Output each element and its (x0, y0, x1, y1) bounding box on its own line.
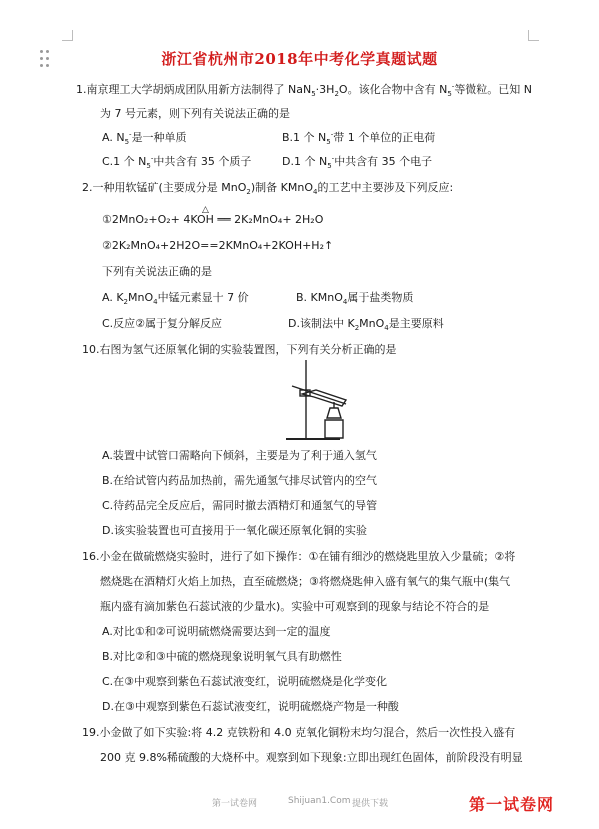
footer-domain: Shijuan1.Com (288, 796, 351, 806)
q16-stem-line-1: 16.小金在做硫燃烧实验时，进行了如下操作：①在铺有细沙的燃烧匙里放入少量硫；②将 (82, 550, 516, 563)
q16-option-b: B.对比②和③中硫的燃烧现象说明氧气具有助燃性 (102, 650, 342, 663)
q19-stem-line-2: 200 克 9.8%稀硫酸的大烧杯中。观察到如下现象:立即出现红色固体，前阶段没有明显 (100, 751, 523, 764)
hydrogen-reduction-apparatus-diagram (280, 356, 360, 444)
q1-option-b: B.1 个 $N_5^-$带 1 个单位的正电荷 (282, 130, 436, 147)
q2-equation-1: ①2MnO₂+O₂+ 4KOH ══ 2K₂MnO₄+ 2H₂O (102, 213, 324, 226)
page-corner-mark-top-left (62, 30, 73, 41)
page-corner-mark-top-right (528, 30, 539, 41)
q10-option-a: A.装置中试管口需略向下倾斜，主要是为了利于通入氢气 (102, 449, 377, 462)
q2-option-c: C.反应②属于复分解反应 (102, 317, 223, 330)
q2-equation-2: ②2K₂MnO₄+2H2O==2KMnO₄+2KOH+H₂↑ (102, 239, 334, 252)
q1-stem-line-1: 1.南京理工大学胡炳成团队用新方法制得了 $NaN_5\cdot 3H_2O$。该化合物中含有 $N_5^-$等微粒。已知 N (76, 82, 533, 99)
q10-stem: 10.右图为氢气还原氧化铜的实验装置图，下列有关分析正确的是 (82, 343, 397, 356)
q1-option-a: A. $N_5^-$是一种单质 (102, 130, 187, 147)
heating-symbol: △ (202, 205, 209, 215)
q1-option-c: C.1 个 $N_5^-$中共含有 35 个质子 (102, 154, 252, 171)
site-logo: 第一试卷网 (469, 795, 555, 814)
document-title: 浙江省杭州市2018年中考化学真题试题 (161, 50, 438, 68)
q2-question: 下列有关说法正确的是 (102, 265, 212, 278)
q16-option-a: A.对比①和②可说明硫燃烧需要达到一定的温度 (102, 625, 331, 638)
q16-option-d: D.在③中观察到紫色石蕊试液变红，说明硫燃烧产物是一种酸 (102, 700, 399, 713)
q1-stem-line-2: 为 7 号元素，则下列有关说法正确的是 (100, 107, 290, 120)
footer-provided-text: 提供下载 (352, 799, 389, 809)
q1-option-d: D.1 个 $N_5^-$中共含有 35 个电子 (282, 154, 433, 171)
q2-option-a: A. $K_2MnO_4$中锰元素显十 7 价 (102, 291, 249, 307)
q16-option-c: C.在③中观察到紫色石蕊试液变红，说明硫燃烧是化学变化 (102, 675, 388, 688)
q10-option-b: B.在给试管内药品加热前，需先通氢气排尽试管内的空气 (102, 474, 378, 487)
q19-stem-line-1: 19.小金做了如下实验:将 4.2 克铁粉和 4.0 克氧化铜粉末均匀混合，然后一次性投入盛有 (82, 726, 516, 739)
q2-option-b: B. KMnO$_4$属于盐类物质 (296, 291, 414, 307)
q16-stem-line-2: 燃烧匙在酒精灯火焰上加热，直至硫燃烧；③将燃烧匙伸入盛有氧气的集气瓶中(集气 (100, 575, 511, 588)
q2-stem: 2.一种用软锰矿(主要成分是 MnO$_2$)制备 KMnO$_4$的工艺中主要涉及下列反应: (82, 181, 454, 197)
q10-option-d: D.该实验装置也可直接用于一氧化碳还原氧化铜的实验 (102, 524, 367, 537)
footer-site-name: 第一试卷网 (212, 799, 258, 809)
q16-stem-line-3: 瓶内盛有滴加紫色石蕊试液的少量水)。实验中可观察到的现象与结论不符合的是 (100, 600, 490, 613)
q2-option-d: D.该制法中 $K_2MnO_4$是主要原料 (288, 317, 444, 333)
q10-option-c: C.待药品完全反应后，需同时撤去酒精灯和通氢气的导管 (102, 499, 378, 512)
